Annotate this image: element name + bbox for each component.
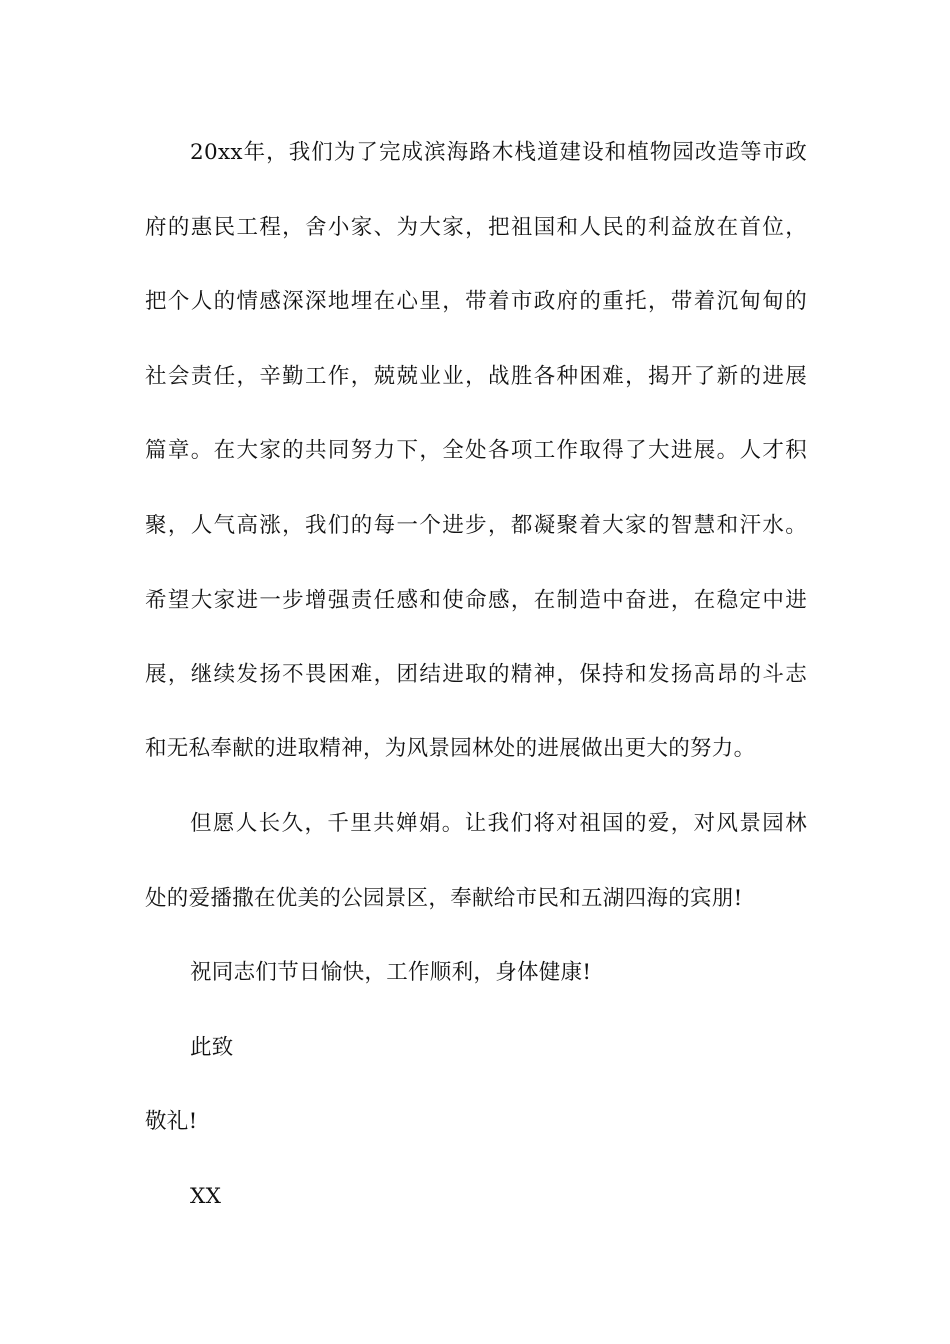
paragraph-1-line-5: 篇章。在大家的共同努力下，全处各项工作取得了大进展。人才积 [145, 438, 807, 463]
paragraph-2-line-1: 但愿人长久，千里共婵娟。让我们将对祖国的爱，对风景园林 [190, 811, 807, 836]
closing-salutation: 此致 [190, 1035, 234, 1060]
wishes-line: 祝同志们节日愉快，工作顺利，身体健康! [190, 960, 592, 985]
signature: XX [190, 1184, 222, 1209]
paragraph-1-line-2: 府的惠民工程，舍小家、为大家，把祖国和人民的利益放在首位， [145, 215, 807, 240]
paragraph-1-line-1: 20xx年，我们为了完成滨海路木栈道建设和植物园改造等市政 [190, 140, 807, 165]
paragraph-1-line-4: 社会责任，辛勤工作，兢兢业业，战胜各种困难，揭开了新的进展 [145, 364, 807, 389]
paragraph-1-line-7: 希望大家进一步增强责任感和使命感，在制造中奋进，在稳定中进 [145, 588, 807, 613]
paragraph-1-line-6: 聚，人气高涨，我们的每一个进步，都凝聚着大家的智慧和汗水。 [145, 513, 807, 538]
paragraph-1-line-8: 展，继续发扬不畏困难，团结进取的精神，保持和发扬高昂的斗志 [145, 662, 807, 687]
paragraph-2-line-2: 处的爱播撒在优美的公园景区，奉献给市民和五湖四海的宾朋! [145, 886, 743, 911]
paragraph-1-line-9: 和无私奉献的进取精神，为风景园林处的进展做出更大的努力。 [145, 736, 756, 761]
closing-regards: 敬礼! [145, 1109, 198, 1134]
paragraph-1-line-3: 把个人的情感深深地埋在心里，带着市政府的重托，带着沉甸甸的 [145, 289, 807, 314]
